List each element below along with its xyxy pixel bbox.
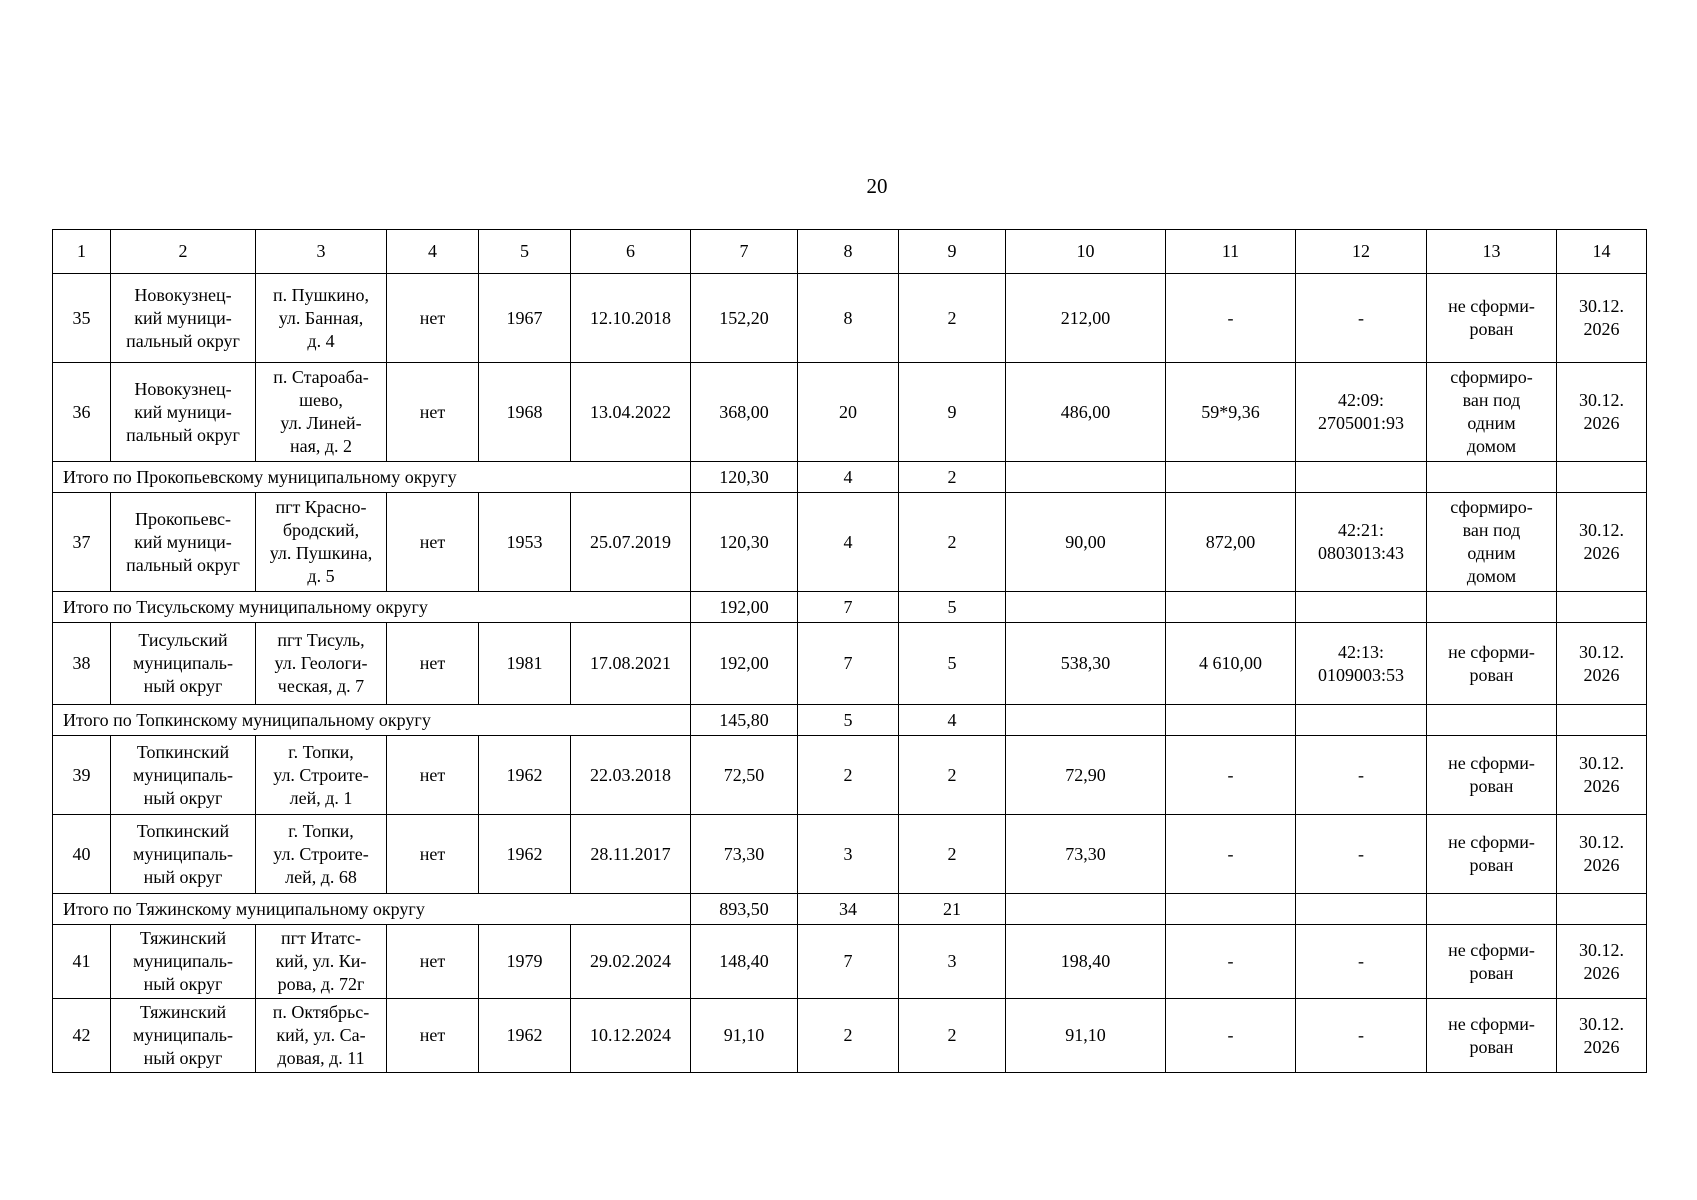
land-area-cell: 73,30 xyxy=(1006,815,1166,894)
apartments-cell: 2 xyxy=(899,815,1006,894)
subtotal-apartments: 2 xyxy=(899,462,1006,493)
apartments-cell: 2 xyxy=(899,493,1006,592)
empty-cell xyxy=(1557,894,1647,925)
land-plot-cell: - xyxy=(1166,274,1296,363)
table-row xyxy=(53,623,1647,705)
recognition-date-cell: 12.10.2018 xyxy=(571,274,691,363)
emergency-flag-cell: нет xyxy=(387,363,479,462)
land-plot-cell: - xyxy=(1166,736,1296,815)
land-plot-cell: 59*9,36 xyxy=(1166,363,1296,462)
empty-cell xyxy=(1296,592,1427,623)
subtotal-residents: 34 xyxy=(798,894,899,925)
residents-cell: 7 xyxy=(798,623,899,705)
row-number-cell: 40 xyxy=(53,815,111,894)
land-area-cell: 212,00 xyxy=(1006,274,1166,363)
area-cell: 120,30 xyxy=(691,493,798,592)
area-cell: 91,10 xyxy=(691,999,798,1073)
year-built-cell: 1962 xyxy=(479,999,571,1073)
empty-cell xyxy=(1166,592,1296,623)
subtotal-residents: 7 xyxy=(798,592,899,623)
municipality-cell: Тяжинский муниципаль- ный округ xyxy=(111,925,256,999)
subtotal-row xyxy=(53,705,1647,736)
residents-cell: 4 xyxy=(798,493,899,592)
address-cell: пгт Красно- бродский, ул. Пушкина, д. 5 xyxy=(256,493,387,592)
residents-cell: 8 xyxy=(798,274,899,363)
subtotal-label: Итого по Тяжинскому муниципальному округу xyxy=(53,894,691,925)
empty-cell xyxy=(1006,592,1166,623)
table-row xyxy=(53,493,1647,592)
year-built-cell: 1962 xyxy=(479,815,571,894)
municipality-cell: Топкинский муниципаль- ный округ xyxy=(111,736,256,815)
column-header: 10 xyxy=(1006,230,1166,274)
emergency-flag-cell: нет xyxy=(387,815,479,894)
empty-cell xyxy=(1557,705,1647,736)
recognition-date-cell: 22.03.2018 xyxy=(571,736,691,815)
column-header: 6 xyxy=(571,230,691,274)
municipality-cell: Прокопьевс- кий муници- пальный округ xyxy=(111,493,256,592)
column-header: 5 xyxy=(479,230,571,274)
land-area-cell: 91,10 xyxy=(1006,999,1166,1073)
cadastral-number-cell: - xyxy=(1296,999,1427,1073)
land-status-cell: сформиро- ван под одним домом xyxy=(1427,363,1557,462)
column-header: 11 xyxy=(1166,230,1296,274)
empty-cell xyxy=(1427,894,1557,925)
residents-cell: 2 xyxy=(798,736,899,815)
cadastral-number-cell: - xyxy=(1296,736,1427,815)
empty-cell xyxy=(1427,462,1557,493)
land-status-cell: не сформи- рован xyxy=(1427,623,1557,705)
recognition-date-cell: 28.11.2017 xyxy=(571,815,691,894)
table-row xyxy=(53,925,1647,999)
recognition-date-cell: 29.02.2024 xyxy=(571,925,691,999)
table-row xyxy=(53,815,1647,894)
year-built-cell: 1979 xyxy=(479,925,571,999)
row-number-cell: 38 xyxy=(53,623,111,705)
municipality-cell: Новокузнец- кий муници- пальный округ xyxy=(111,274,256,363)
land-status-cell: не сформи- рован xyxy=(1427,925,1557,999)
column-header: 9 xyxy=(899,230,1006,274)
land-plot-cell: 872,00 xyxy=(1166,493,1296,592)
residents-cell: 2 xyxy=(798,999,899,1073)
empty-cell xyxy=(1166,462,1296,493)
row-number-cell: 42 xyxy=(53,999,111,1073)
address-cell: г. Топки, ул. Строите- лей, д. 68 xyxy=(256,815,387,894)
year-built-cell: 1962 xyxy=(479,736,571,815)
table-row xyxy=(53,274,1647,363)
column-header: 13 xyxy=(1427,230,1557,274)
land-area-cell: 90,00 xyxy=(1006,493,1166,592)
land-plot-cell: 4 610,00 xyxy=(1166,623,1296,705)
deadline-cell: 30.12. 2026 xyxy=(1557,493,1647,592)
land-status-cell: не сформи- рован xyxy=(1427,274,1557,363)
deadline-cell: 30.12. 2026 xyxy=(1557,925,1647,999)
recognition-date-cell: 10.12.2024 xyxy=(571,999,691,1073)
subtotal-label: Итого по Тисульскому муниципальному округу xyxy=(53,592,691,623)
apartments-cell: 5 xyxy=(899,623,1006,705)
apartments-cell: 2 xyxy=(899,274,1006,363)
recognition-date-cell: 25.07.2019 xyxy=(571,493,691,592)
subtotal-row xyxy=(53,462,1647,493)
cadastral-number-cell: 42:09: 2705001:93 xyxy=(1296,363,1427,462)
land-area-cell: 538,30 xyxy=(1006,623,1166,705)
land-area-cell: 72,90 xyxy=(1006,736,1166,815)
column-header: 12 xyxy=(1296,230,1427,274)
empty-cell xyxy=(1166,705,1296,736)
land-status-cell: не сформи- рован xyxy=(1427,736,1557,815)
row-number-cell: 39 xyxy=(53,736,111,815)
subtotal-residents: 4 xyxy=(798,462,899,493)
municipality-cell: Тисульский муниципаль- ный округ xyxy=(111,623,256,705)
address-cell: п. Староаба- шево, ул. Линей- ная, д. 2 xyxy=(256,363,387,462)
land-status-cell: не сформи- рован xyxy=(1427,999,1557,1073)
cadastral-number-cell: 42:21: 0803013:43 xyxy=(1296,493,1427,592)
table-row xyxy=(53,999,1647,1073)
subtotal-area: 192,00 xyxy=(691,592,798,623)
area-cell: 192,00 xyxy=(691,623,798,705)
residents-cell: 7 xyxy=(798,925,899,999)
subtotal-apartments: 4 xyxy=(899,705,1006,736)
table-body xyxy=(53,230,1647,1073)
emergency-flag-cell: нет xyxy=(387,999,479,1073)
deadline-cell: 30.12. 2026 xyxy=(1557,999,1647,1073)
empty-cell xyxy=(1006,462,1166,493)
land-plot-cell: - xyxy=(1166,925,1296,999)
land-plot-cell: - xyxy=(1166,999,1296,1073)
apartments-cell: 2 xyxy=(899,999,1006,1073)
column-header: 1 xyxy=(53,230,111,274)
deadline-cell: 30.12. 2026 xyxy=(1557,274,1647,363)
column-header: 3 xyxy=(256,230,387,274)
housing-registry-table xyxy=(52,229,1647,1073)
emergency-flag-cell: нет xyxy=(387,493,479,592)
column-header: 14 xyxy=(1557,230,1647,274)
address-cell: п. Пушкино, ул. Банная, д. 4 xyxy=(256,274,387,363)
empty-cell xyxy=(1166,894,1296,925)
emergency-flag-cell: нет xyxy=(387,925,479,999)
municipality-cell: Тяжинский муниципаль- ный округ xyxy=(111,999,256,1073)
emergency-flag-cell: нет xyxy=(387,736,479,815)
land-area-cell: 486,00 xyxy=(1006,363,1166,462)
column-header: 2 xyxy=(111,230,256,274)
subtotal-row xyxy=(53,894,1647,925)
row-number-cell: 35 xyxy=(53,274,111,363)
row-number-cell: 36 xyxy=(53,363,111,462)
deadline-cell: 30.12. 2026 xyxy=(1557,363,1647,462)
address-cell: пгт Итатс- кий, ул. Ки- рова, д. 72г xyxy=(256,925,387,999)
deadline-cell: 30.12. 2026 xyxy=(1557,623,1647,705)
deadline-cell: 30.12. 2026 xyxy=(1557,736,1647,815)
apartments-cell: 9 xyxy=(899,363,1006,462)
table-row xyxy=(53,736,1647,815)
empty-cell xyxy=(1427,592,1557,623)
subtotal-residents: 5 xyxy=(798,705,899,736)
row-number-cell: 37 xyxy=(53,493,111,592)
area-cell: 368,00 xyxy=(691,363,798,462)
cadastral-number-cell: 42:13: 0109003:53 xyxy=(1296,623,1427,705)
land-plot-cell: - xyxy=(1166,815,1296,894)
address-cell: г. Топки, ул. Строите- лей, д. 1 xyxy=(256,736,387,815)
empty-cell xyxy=(1006,894,1166,925)
area-cell: 152,20 xyxy=(691,274,798,363)
column-number-row xyxy=(53,230,1647,274)
land-area-cell: 198,40 xyxy=(1006,925,1166,999)
subtotal-area: 893,50 xyxy=(691,894,798,925)
apartments-cell: 3 xyxy=(899,925,1006,999)
address-cell: п. Октябрьс- кий, ул. Са- довая, д. 11 xyxy=(256,999,387,1073)
empty-cell xyxy=(1427,705,1557,736)
year-built-cell: 1968 xyxy=(479,363,571,462)
column-header: 8 xyxy=(798,230,899,274)
subtotal-label: Итого по Прокопьевскому муниципальному округу xyxy=(53,462,691,493)
recognition-date-cell: 13.04.2022 xyxy=(571,363,691,462)
residents-cell: 20 xyxy=(798,363,899,462)
empty-cell xyxy=(1296,462,1427,493)
deadline-cell: 30.12. 2026 xyxy=(1557,815,1647,894)
land-status-cell: не сформи- рован xyxy=(1427,815,1557,894)
recognition-date-cell: 17.08.2021 xyxy=(571,623,691,705)
land-status-cell: сформиро- ван под одним домом xyxy=(1427,493,1557,592)
row-number-cell: 41 xyxy=(53,925,111,999)
column-header: 4 xyxy=(387,230,479,274)
year-built-cell: 1981 xyxy=(479,623,571,705)
empty-cell xyxy=(1557,462,1647,493)
empty-cell xyxy=(1006,705,1166,736)
column-header: 7 xyxy=(691,230,798,274)
cadastral-number-cell: - xyxy=(1296,925,1427,999)
emergency-flag-cell: нет xyxy=(387,623,479,705)
subtotal-apartments: 5 xyxy=(899,592,1006,623)
empty-cell xyxy=(1296,894,1427,925)
area-cell: 73,30 xyxy=(691,815,798,894)
emergency-flag-cell: нет xyxy=(387,274,479,363)
empty-cell xyxy=(1296,705,1427,736)
municipality-cell: Новокузнец- кий муници- пальный округ xyxy=(111,363,256,462)
subtotal-label: Итого по Топкинскому муниципальному округу xyxy=(53,705,691,736)
area-cell: 72,50 xyxy=(691,736,798,815)
apartments-cell: 2 xyxy=(899,736,1006,815)
residents-cell: 3 xyxy=(798,815,899,894)
subtotal-apartments: 21 xyxy=(899,894,1006,925)
page-number: 20 xyxy=(866,174,888,198)
area-cell: 148,40 xyxy=(691,925,798,999)
empty-cell xyxy=(1557,592,1647,623)
cadastral-number-cell: - xyxy=(1296,274,1427,363)
table-row xyxy=(53,363,1647,462)
address-cell: пгт Тисуль, ул. Геологи- ческая, д. 7 xyxy=(256,623,387,705)
cadastral-number-cell: - xyxy=(1296,815,1427,894)
year-built-cell: 1953 xyxy=(479,493,571,592)
subtotal-area: 145,80 xyxy=(691,705,798,736)
subtotal-row xyxy=(53,592,1647,623)
subtotal-area: 120,30 xyxy=(691,462,798,493)
year-built-cell: 1967 xyxy=(479,274,571,363)
municipality-cell: Топкинский муниципаль- ный округ xyxy=(111,815,256,894)
